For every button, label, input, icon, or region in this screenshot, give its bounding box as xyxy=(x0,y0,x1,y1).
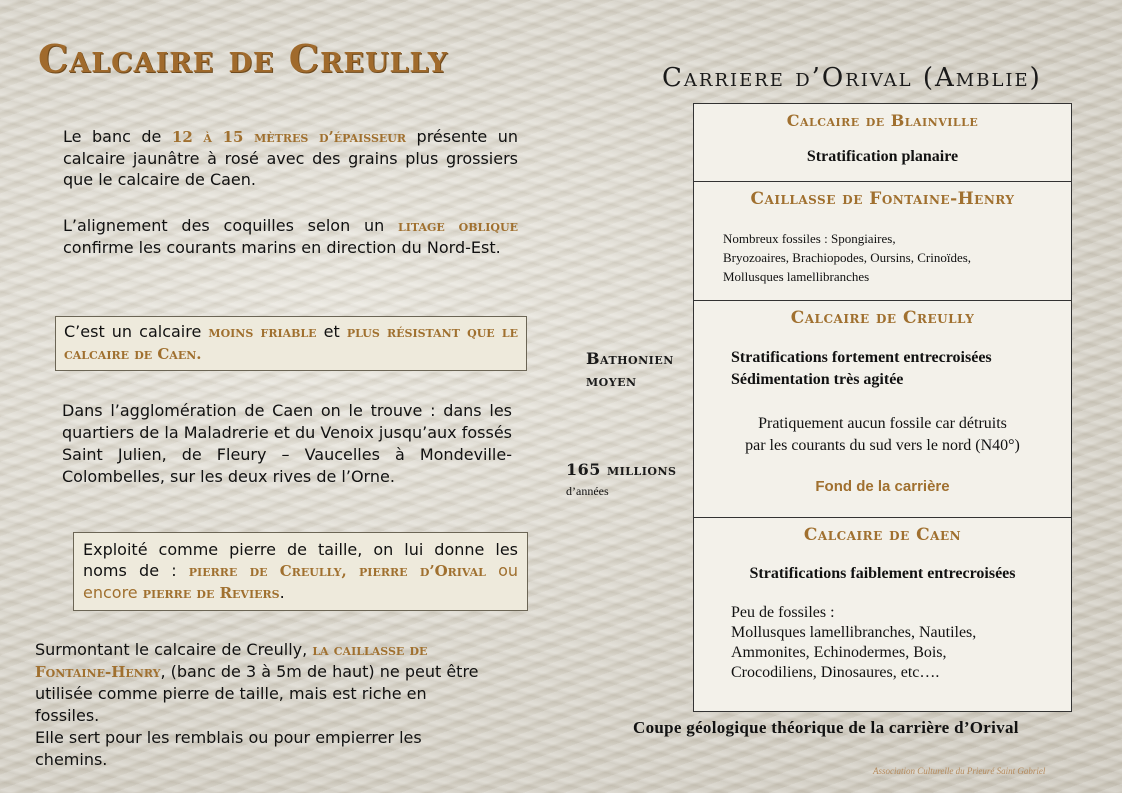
geological-column xyxy=(693,103,1072,712)
text: Surmontant le calcaire de Creully, xyxy=(35,640,313,659)
layer-text xyxy=(694,413,1071,457)
column-caption: Coupe géologique théorique de la carrière d’Orival xyxy=(633,718,1019,737)
layer-creully xyxy=(694,301,1071,518)
layer-line: par les courants du sud vers le nord (N40°) xyxy=(745,437,1020,454)
text: confirme les courants marins en direction du Nord-Est. xyxy=(63,238,501,257)
section-title: Carriere d’Orival (Amblie) xyxy=(662,63,1042,93)
highlight-thickness: 12 à 15 mètres d’épaisseur xyxy=(171,128,407,146)
layer-fontaine-henry xyxy=(694,182,1071,301)
layer-line: Pratiquement aucun fossile car détruits xyxy=(758,415,1007,432)
highlight-reviers: pierre de Reviers xyxy=(142,584,280,602)
highlight-friable: moins friable xyxy=(208,323,317,341)
text: . xyxy=(279,583,285,602)
highlight-orival: pierre d’Orival xyxy=(359,562,486,580)
stage-label xyxy=(586,348,674,392)
text: L’alignement des coquilles selon un xyxy=(63,216,398,235)
paragraph-thickness xyxy=(63,126,518,190)
highlight-bedding: litage oblique xyxy=(398,217,518,235)
callout-names xyxy=(73,532,528,611)
layer-line: Crocodiliens, Dinosaures, etc…. xyxy=(731,664,940,681)
text: , (banc de 3 à 5m de haut) ne peut être utilisée comme pierre de taille, mais est riche en fossiles. xyxy=(35,662,479,725)
text: , xyxy=(341,562,360,580)
text: présente un calcaire jaunâtre à rosé avec des grains plus grossiers que le calcaire de Caen. xyxy=(63,127,519,189)
page-title: Calcaire de Creully xyxy=(38,36,449,81)
layer-text xyxy=(723,229,1071,286)
quarry-floor-label: Fond de la carrière xyxy=(815,478,950,495)
credit: Association Culturelle du Prieuré Saint Gabriel xyxy=(873,766,1046,776)
layer-line: Peu de fossiles : xyxy=(731,604,835,621)
text: Elle sert pour les remblais ou pour empierrer les chemins. xyxy=(35,728,422,769)
layer-line: Mollusques lamellibranches, Nautiles, xyxy=(731,624,977,641)
layer-name: Calcaire de Blainville xyxy=(786,111,979,130)
stage-line1: Bathonien xyxy=(586,349,674,368)
text: ou encore xyxy=(83,561,518,602)
layer-line: Ammonites, Echinodermes, Bois, xyxy=(731,644,947,661)
layer-text xyxy=(731,603,1071,683)
highlight-caillasse: la caillasse de Fontaine-Henry xyxy=(35,641,428,681)
age-unit: d’années xyxy=(566,484,609,498)
highlight-creully: pierre de Creully xyxy=(188,562,342,580)
layer-name: Caillasse de Fontaine-Henry xyxy=(750,189,1015,209)
age-label: 165 millions xyxy=(566,460,677,479)
text: Exploité comme pierre de taille, on lui donne les noms de : xyxy=(83,540,518,580)
callout-resistance xyxy=(55,316,527,371)
stage-line2: moyen xyxy=(586,371,637,390)
layer-blainville xyxy=(694,104,1071,182)
layer-line: Mollusques lamellibranches xyxy=(723,269,870,284)
layer-text: Stratification planaire xyxy=(806,148,959,165)
layer-text: Stratifications faiblement entrecroisées xyxy=(749,565,1016,582)
text: Le banc de xyxy=(63,127,172,146)
highlight-resistant: plus résistant que le calcaire de Caen. xyxy=(64,323,519,363)
layer-caen xyxy=(694,518,1071,713)
paragraph-locations: Dans l’agglomération de Caen on le trouve : dans les quartiers de la Maladrerie et du Venoix jusqu’aux fossés Saint Julien, de Fleury – Vaucelles à Mondeville-Colombelles, sur les deux rives de l’Orne. xyxy=(62,401,512,486)
layer-line: Nombreux fossiles : Spongiaires, xyxy=(723,231,896,246)
text: C’est un calcaire xyxy=(64,322,209,341)
layer-name: Calcaire de Creully xyxy=(790,308,975,328)
layer-line: Stratifications fortement entrecroisées xyxy=(731,349,992,366)
layer-name: Calcaire de Caen xyxy=(803,525,962,545)
paragraph-caillasse xyxy=(35,639,480,771)
layer-line: Sédimentation très agitée xyxy=(731,371,904,388)
paragraph-bedding xyxy=(63,215,518,258)
text: et xyxy=(316,322,347,341)
layer-line: Bryozoaires, Brachiopodes, Oursins, Crinoïdes, xyxy=(723,250,972,265)
layer-text xyxy=(731,347,1071,391)
